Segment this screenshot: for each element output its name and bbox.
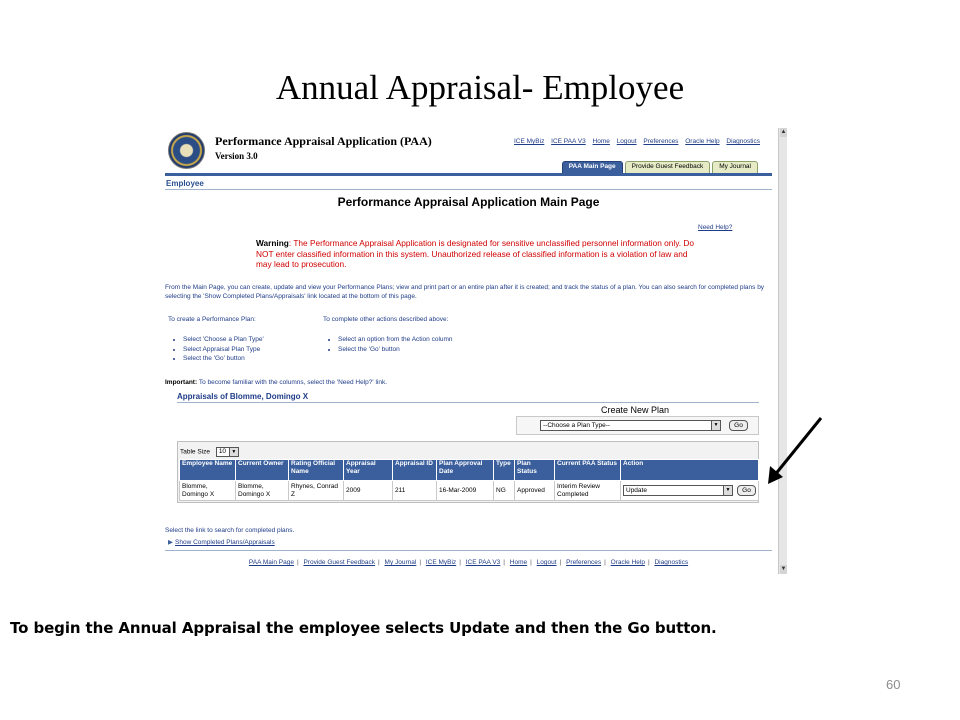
cell-plan-status: Approved xyxy=(515,481,555,501)
action-go-button[interactable]: Go xyxy=(737,485,756,496)
plan-type-select[interactable] xyxy=(540,420,721,431)
footer-link-guest-feedback[interactable]: Provide Guest Feedback xyxy=(303,559,376,566)
footer-link-paa-main-page[interactable]: PAA Main Page xyxy=(248,559,294,566)
show-completed-plans-link[interactable] xyxy=(168,538,275,546)
column-header: Rating Official Name xyxy=(289,460,344,481)
column-header: Current PAA Status xyxy=(555,460,621,481)
footer-link-home[interactable]: Home xyxy=(509,559,528,566)
divider xyxy=(165,550,772,551)
slide-title: Annual Appraisal- Employee xyxy=(275,68,685,107)
column-header: Plan Status xyxy=(515,460,555,481)
footer-links xyxy=(165,559,772,566)
column-header: Appraisal ID xyxy=(393,460,437,481)
plan-type-select-value: --Choose a Plan Type-- xyxy=(543,422,611,429)
app-version: Version 3.0 xyxy=(215,151,258,161)
other-actions-instructions xyxy=(323,316,453,354)
app-header xyxy=(165,128,778,188)
important-note xyxy=(165,379,387,386)
chevron-down-icon: ▼ xyxy=(711,421,720,430)
footer-link-logout[interactable]: Logout xyxy=(536,559,557,566)
appraisals-table-region xyxy=(177,441,759,503)
paa-screenshot xyxy=(165,128,787,574)
tab-bar xyxy=(560,161,758,173)
scroll-down-icon[interactable]: ▼ xyxy=(780,566,787,572)
arrow-right-icon: ▶ xyxy=(168,539,173,546)
action-select-value: Update xyxy=(626,487,647,494)
divider xyxy=(177,402,759,403)
separator: | xyxy=(378,559,380,566)
column-header: Employee Name xyxy=(180,460,236,481)
column-header: Action xyxy=(621,460,759,481)
cell-current-paa-status: Interim Review Completed xyxy=(555,481,621,501)
page-number: 60 xyxy=(886,677,901,692)
create-plan-instructions xyxy=(168,316,264,364)
table-size-control xyxy=(180,447,239,457)
vertical-scrollbar[interactable] xyxy=(778,128,787,574)
other-actions-instructions-title: To complete other actions described above: xyxy=(323,316,449,323)
list-item: • Select an option from the Action column xyxy=(338,335,453,345)
warning-text: : The Performance Appraisal Application is designated for sensitive unclassified personnel information only. Do NOT enter classified information in this system. Unauthorized release of classified information is a violation of law and may lead to prosecution. xyxy=(256,238,694,269)
column-header: Plan Approval Date xyxy=(437,460,494,481)
cell-appraisal-id: 211 xyxy=(393,481,437,501)
dod-seal-icon xyxy=(168,132,205,169)
footer-link-oracle-help[interactable]: Oracle Help xyxy=(610,559,645,566)
tab-underline xyxy=(165,173,772,176)
tab-paa-main-page[interactable]: PAA Main Page xyxy=(562,161,623,173)
list-item: • Select the 'Go' button xyxy=(183,354,264,364)
global-link-home[interactable]: Home xyxy=(592,138,610,145)
global-link-logout[interactable]: Logout xyxy=(616,138,637,145)
separator: | xyxy=(503,559,505,566)
separator: | xyxy=(647,559,650,566)
table-size-value: 10 xyxy=(218,448,227,455)
chevron-down-icon: ▼ xyxy=(723,486,732,495)
footer-link-preferences[interactable]: Preferences xyxy=(566,559,602,566)
separator: | xyxy=(604,559,606,566)
scroll-up-icon[interactable]: ▲ xyxy=(780,129,787,135)
action-select[interactable] xyxy=(623,485,733,496)
global-link-preferences[interactable]: Preferences xyxy=(643,138,679,145)
tab-provide-guest-feedback[interactable]: Provide Guest Feedback xyxy=(625,161,711,173)
create-plan-instructions-title: To create a Performance Plan: xyxy=(168,316,256,323)
list-item: • Select Appraisal Plan Type xyxy=(183,345,264,355)
global-links xyxy=(509,138,760,145)
table-size-label: Table Size xyxy=(180,448,210,456)
show-completed-plans-label: Show Completed Plans/Appraisals xyxy=(175,539,275,546)
app-name: Performance Appraisal Application (PAA) xyxy=(215,134,432,148)
table-header-row xyxy=(180,460,759,481)
column-header: Type xyxy=(494,460,515,481)
create-plan-box xyxy=(516,416,759,435)
column-header: Appraisal Year xyxy=(344,460,393,481)
list-item: • Select the 'Go' button xyxy=(338,345,453,355)
section-title: Appraisals of Blomme, Domingo X xyxy=(177,392,309,401)
divider xyxy=(165,189,772,190)
footer-link-diagnostics[interactable]: Diagnostics xyxy=(654,559,689,566)
important-label: Important: xyxy=(165,379,198,386)
global-link-ice-paa[interactable]: ICE PAA V3 xyxy=(551,138,586,145)
cell-appraisal-year: 2009 xyxy=(344,481,393,501)
cell-current-owner: Blomme, Domingo X xyxy=(236,481,289,501)
cell-action xyxy=(621,481,759,501)
separator: | xyxy=(559,559,562,566)
footer-link-my-journal[interactable]: My Journal xyxy=(384,559,417,566)
table-row xyxy=(180,481,759,501)
separator: | xyxy=(296,559,299,566)
important-text: To become familiar with the columns, select the 'Need Help?' link. xyxy=(197,379,388,386)
global-link-oracle-help[interactable]: Oracle Help xyxy=(685,138,720,145)
create-plan-go-button[interactable]: Go xyxy=(729,420,748,431)
cell-plan-approval-date: 16-Mar-2009 xyxy=(437,481,494,501)
warning-message xyxy=(256,238,696,270)
separator: | xyxy=(419,559,422,566)
slide-caption: To begin the Annual Appraisal the employee selects Update and then the Go button. xyxy=(10,619,717,637)
global-link-ice-mybiz[interactable]: ICE MyBiz xyxy=(513,138,545,145)
chevron-down-icon: ▼ xyxy=(229,448,238,456)
footer-link-ice-paa[interactable]: ICE PAA V3 xyxy=(465,559,501,566)
intro-text: From the Main Page, you can create, update and view your Performance Plans; view and print part or an entire plan after it is created; and track the status of a plan. You can also search for completed plans by selecting the 'Show Completed Plans/Appraisals' link located at the bottom of this page. xyxy=(165,284,765,300)
completed-plans-hint: Select the link to search for completed plans. xyxy=(165,527,295,534)
separator: | xyxy=(459,559,461,566)
list-item: • Select 'Choose a Plan Type' xyxy=(183,335,264,345)
cell-type: NG xyxy=(494,481,515,501)
appraisals-table xyxy=(179,459,759,501)
breadcrumb: Employee xyxy=(166,179,204,188)
footer-link-ice-mybiz[interactable]: ICE MyBiz xyxy=(425,559,457,566)
create-new-plan-label: Create New Plan xyxy=(601,405,670,415)
need-help-link[interactable]: Need Help? xyxy=(698,224,733,231)
page-title: Performance Appraisal Application Main Page xyxy=(337,195,600,209)
global-link-diagnostics[interactable]: Diagnostics xyxy=(726,138,760,145)
warning-label: Warning xyxy=(256,238,289,248)
separator: | xyxy=(530,559,532,566)
tab-my-journal[interactable]: My Journal xyxy=(712,161,758,173)
cell-rating-official: Rhynes, Conrad Z xyxy=(289,481,344,501)
table-size-select[interactable] xyxy=(216,447,239,457)
cell-employee-name: Blomme, Domingo X xyxy=(180,481,236,501)
column-header: Current Owner xyxy=(236,460,289,481)
